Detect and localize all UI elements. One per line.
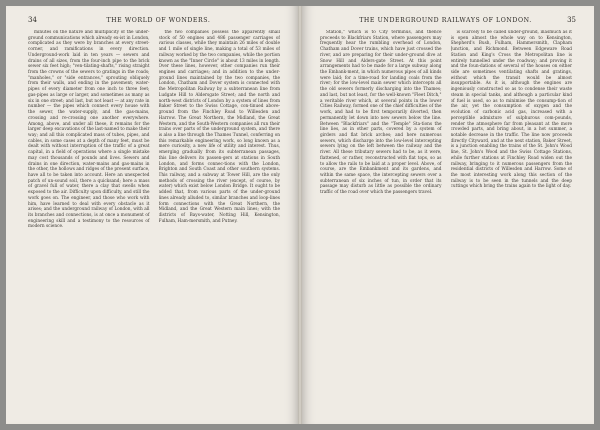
left-text-columns	[28, 30, 280, 412]
right-column-1-text: Station," which is to City terminus, and thence proceeds to Blackfriars Station, where passengers may frequently hear the rumbling overhead of London, Chatham and Dover trains, which have just crossed the river, and are preparing for their under-ground dive at Snow Hill and Alders-gate Street. At this point arrangements had to be made for a large subway along the Embank-ment, in which numerous pipes of all kinds were laid; for a time-road for landing coals from the river; for the low-level main sewer which intercepts all the old sewers formerly discharging into the Thames; and last, but not least, for the well-known "Fleet Ditch," a veritable river which, at several points in the lower Cities Railway, formed one of the chief difficulties of the work, and had to be first temporarily diverted, then permanently let down into new sewers below the line. Between "Blackfriars" and the "Temple" Sta-tions the line lies, as in other parts, covered by a system of girders and flat brick arches; and here numerous sewers, which discharge into the low-level intercepting sewers lying on the left between the railway and the river. All these tributary sewers had to be, as it were, flattened, or rather, reconstructed with flat tops, so as to allow the rails to be laid at a proper level. Above, of course, are the Embankment and its gardens, and within the same space, the intercepting sewers over a subterranean of six inches of tun, in order that its passage may disturb as little as possible the ordinary traffic of the road over which the passengers travel.	[320, 30, 442, 196]
left-page	[6, 6, 298, 424]
right-column-2-text: is scarcely to be called under-ground, inasmuch as it is open almost the whole way on to Kensington, Shepherd's Bush, Fulham, Hammersmith, Clapham Junction, and Richmond. Between Edgeware Road Station and King's Cross the Metropolitan line is entirely tunnelled under the roadway; and proving it and the foun-dations of several of the houses on either side are sometimes ventilating shafts and gratings, without which the transit would be almost insupportable. As it is, although the engines are ingeniously constructed so as to condense their waste steam in special tanks, and although a particular kind of fuel is used, so as to minimise the consump-tion of the air, yet the consumption of oxygen and the evolution of carbonic acid gas, increased with a perceptible admixture of sulphurous com-pounds, render the atmosphere far from pleasant at the more crowded parts, and bring about, in a hot summer, a notable decrease in the traffic. The line now proceeds directly Cityward, and at the next station, Baker Street, is a junction enabling the trains of the St. John's Wood line, St. John's Wood and the Swiss Cottage Stations, while further stations at Finchley Road widen out the railway, bringing to it numerous passengers from the residential districts of Willesden and Harrow. Some of the most interesting work along this section of the railway is to be seen in the tunnels and the deep cuttings which bring the trains again to the light of day.	[450, 30, 572, 190]
right-running-head	[324, 14, 576, 26]
left-column-1	[28, 30, 150, 412]
right-running-title: THE UNDERGROUND RAILWAYS OF LONDON.	[359, 16, 532, 24]
left-column-2-text: the two companies possess the apparently small stock of 50 engines and 486 passenger carriages of various classes, while they maintain 26 miles of double and 1 mile of single line, making a total of 53 miles of railway worked by the two companies, while the portion known as the "Inner Circle" is about 13 miles in length. Over these lines, however, other companies run their engines and carriages; and in addition to the under-ground lines maintained by the two companies, the London, Chatham and Dover system is connected with the Metropolitan Railway by a subterranean line from Ludgate Hill to Aldersgate Street; and the north and north-west districts of London by a system of lines from Baker Street to the Swiss Cottage, con-tinued above-ground from the Finchley Road to Willesden and Harrow. The Great Northern, the Midland, the Great Western, and the South-Western companies all run their trains over parts of the underground system, and there is also a line through the Thames Tunnel, conferring on this remarkable engineering work, so long known as a mere curiosity, a new life of utility and interest. Thus, emerging gradually from its subterranean passages, this line delivers its passen-gers at stations in South London, and forms connec-tions with the London, Brighton and South Coast and other southern systems. This railway, and a subway at Tower Hill, are the only methods of crossing the river (except, of course, by water) which exist below London Bridge. It ought to be added that, from various parts of the under-ground lines already alluded to, similar branches and loop-lines form connections with the Great Northern, the Midland, and the Great Western main lines; with the districts of Bays-water, Notting Hill, Kensington, Fulham, Ham-mersmith, and Putney.	[158, 30, 280, 224]
right-page-number: 35	[567, 16, 576, 24]
left-page-number: 34	[28, 16, 37, 24]
right-page	[302, 6, 594, 424]
right-column-1	[320, 30, 442, 412]
left-running-title: THE WORLD OF WONDERS.	[106, 16, 211, 24]
left-column-1-text: minutes on the nature and multiplicity of the under-ground communications which already ex-ist in London, complicated as they were by branches at every street-corner, and ramifications in every direction. Underground-work laid in ten years — sewers and drains of all sizes, from the four-inch pipe to the brick sewer six feet high; "ven-tilating-shafts," rising straight from the crowns of the sewers to gratings in the roads; "manholes," or "side entrances," sprouting obliquely from their walls, and ending in the pavement; water-pipes of every diameter from one inch to three feet; gas-pipes as large or larger, and sometimes as many as six in one street; and last, but not least — at any rate in number — the pipes which connect every house with the sewer, the water-supply, and the gas-mains, crossing and re-crossing one another everywhere. Among, above, and under all these, it remains for the larger deep excavations of the last-named to make their way; and all this complicated mass of tubes, pipes, and cables, in some cases at a depth of many feet, must be dealt with without interruption of the traffic of a great capital, in a field of operations where a single mistake may cost thousands of pounds and lives. Sewers and drains in one direction, water-mains and gas-mains in the other, the hollows and ridges of the present surface, have all to be taken into account. Here an unexpected patch of un-sound soil, there a quicksand; here a mass of gravel full of water, there a clay that swells when exposed to the air. Difficulty upon difficulty, and still the work goes on. The engineer, and those who work with him, have learned to deal with every obstacle as it arises; and the underground railway of London, with all its branches and connections, is at once a monument of engineering skill and a testimony to the resources of modern science.	[28, 30, 150, 230]
left-column-2	[159, 30, 281, 412]
right-column-2	[451, 30, 573, 412]
right-text-columns	[320, 30, 572, 412]
left-running-head	[28, 14, 280, 26]
